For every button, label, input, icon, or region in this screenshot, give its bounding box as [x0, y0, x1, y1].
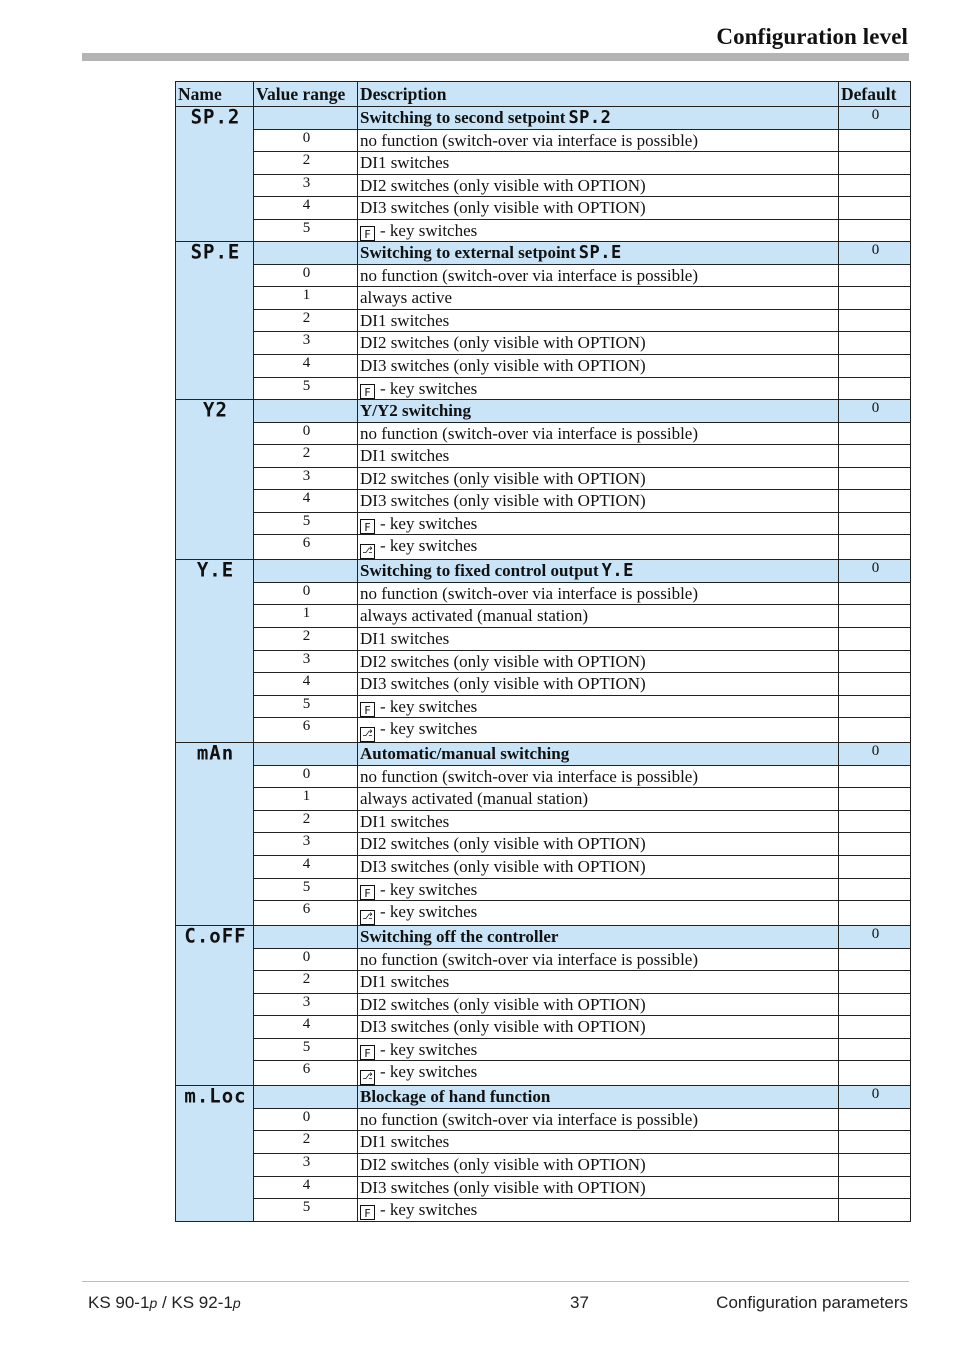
option-value: 0	[254, 1108, 358, 1131]
function-key-icon: F	[360, 885, 375, 900]
option-value: 5	[254, 512, 358, 535]
option-value: 4	[254, 1176, 358, 1199]
table-row	[176, 695, 911, 718]
table-row	[176, 855, 911, 878]
option-description: DI2 switches (only visible with OPTION)	[360, 651, 646, 671]
table-header-row	[176, 82, 911, 107]
option-value: 0	[254, 582, 358, 605]
default-empty-cell	[839, 878, 911, 901]
table-row	[176, 219, 911, 242]
option-description: no function (switch-over via interface is possible)	[360, 265, 699, 285]
option-value: 3	[254, 993, 358, 1016]
table-row	[176, 355, 911, 378]
option-description: DI2 switches (only visible with OPTION)	[360, 1154, 646, 1174]
option-value: 4	[254, 1016, 358, 1039]
option-description-cell	[358, 512, 839, 535]
function-key-icon: F	[360, 519, 375, 534]
function-key-icon: F	[360, 1045, 375, 1060]
function-key-icon: F	[360, 384, 375, 399]
option-value: 4	[254, 855, 358, 878]
option-description-cell	[358, 765, 839, 788]
option-description-cell	[358, 582, 839, 605]
option-value: 6	[254, 718, 358, 743]
option-description-cell	[358, 901, 839, 926]
parameter-title-cell	[358, 743, 839, 766]
table-row	[176, 650, 911, 673]
column-header-name: Name	[176, 82, 254, 107]
option-value: 0	[254, 422, 358, 445]
default-empty-cell	[839, 971, 911, 994]
option-description: DI3 switches (only visible with OPTION)	[360, 1017, 646, 1037]
default-empty-cell	[839, 422, 911, 445]
manual-key-icon: ⎇	[360, 544, 375, 559]
option-description-cell	[358, 695, 839, 718]
default-value-cell: 0	[839, 107, 911, 130]
option-description: always active	[360, 288, 453, 308]
value-range-cell	[254, 107, 358, 130]
parameter-title-cell	[358, 1086, 839, 1109]
parameter-code: SP.E	[190, 241, 241, 264]
default-empty-cell	[839, 1131, 911, 1154]
option-description: - key switches	[380, 1062, 478, 1082]
parameter-name-cell	[176, 926, 254, 1086]
option-description-cell	[358, 1153, 839, 1176]
option-description: - key switches	[380, 1200, 478, 1220]
default-empty-cell	[839, 1108, 911, 1131]
default-empty-cell	[839, 197, 911, 220]
parameter-name-cell	[176, 743, 254, 926]
table-row	[176, 1176, 911, 1199]
option-value: 1	[254, 287, 358, 310]
table-row	[176, 926, 911, 949]
parameter-title: Y/Y2 switching	[360, 401, 471, 421]
option-value: 3	[254, 1153, 358, 1176]
default-empty-cell	[839, 1038, 911, 1061]
header-divider	[82, 53, 909, 61]
default-value-cell: 0	[839, 743, 911, 766]
default-value-cell: 0	[839, 560, 911, 583]
table-row	[176, 993, 911, 1016]
default-empty-cell	[839, 948, 911, 971]
option-value: 5	[254, 695, 358, 718]
parameter-name-cell	[176, 560, 254, 743]
option-value: 6	[254, 1061, 358, 1086]
option-description-cell	[358, 1038, 839, 1061]
table-row	[176, 422, 911, 445]
parameter-name-cell	[176, 400, 254, 560]
option-description: - key switches	[380, 1039, 478, 1059]
option-value: 0	[254, 264, 358, 287]
option-value: 5	[254, 1038, 358, 1061]
default-empty-cell	[839, 535, 911, 560]
table-row	[176, 628, 911, 651]
table-row	[176, 377, 911, 400]
table-row	[176, 1016, 911, 1039]
option-value: 5	[254, 219, 358, 242]
default-empty-cell	[839, 788, 911, 811]
table-row	[176, 605, 911, 628]
table-row	[176, 287, 911, 310]
option-description-cell	[358, 287, 839, 310]
page-number: 37	[570, 1293, 589, 1312]
table-row	[176, 1086, 911, 1109]
parameter-title: Switching off the controller	[360, 927, 559, 947]
table-row	[176, 833, 911, 856]
default-empty-cell	[839, 855, 911, 878]
default-empty-cell	[839, 605, 911, 628]
default-empty-cell	[839, 129, 911, 152]
table-row	[176, 445, 911, 468]
option-description-cell	[358, 264, 839, 287]
table-row	[176, 467, 911, 490]
parameter-name-cell	[176, 242, 254, 400]
footer-model	[88, 1293, 241, 1313]
default-empty-cell	[839, 695, 911, 718]
option-value: 4	[254, 197, 358, 220]
option-description: DI3 switches (only visible with OPTION)	[360, 1177, 646, 1197]
manual-key-icon: ⎇	[360, 910, 375, 925]
configuration-table	[175, 81, 911, 1222]
function-key-icon: F	[360, 702, 375, 717]
table-row	[176, 788, 911, 811]
option-description-cell	[358, 650, 839, 673]
option-description-cell	[358, 605, 839, 628]
option-description-cell	[358, 788, 839, 811]
table-row	[176, 1199, 911, 1222]
option-description-cell	[358, 833, 839, 856]
table-row	[176, 152, 911, 175]
option-description: DI3 switches (only visible with OPTION)	[360, 674, 646, 694]
parameter-name-cell	[176, 1086, 254, 1221]
option-description-cell	[358, 174, 839, 197]
option-value: 4	[254, 355, 358, 378]
option-description: - key switches	[380, 902, 478, 922]
default-empty-cell	[839, 174, 911, 197]
option-description: DI2 switches (only visible with OPTION)	[360, 994, 646, 1014]
table-row	[176, 1038, 911, 1061]
option-description: always activated (manual station)	[360, 606, 588, 626]
option-value: 4	[254, 673, 358, 696]
option-value: 0	[254, 948, 358, 971]
option-description-cell	[358, 718, 839, 743]
option-description: - key switches	[380, 220, 478, 240]
option-description-cell	[358, 1016, 839, 1039]
option-value: 3	[254, 332, 358, 355]
table-row	[176, 765, 911, 788]
option-value: 6	[254, 901, 358, 926]
option-value: 3	[254, 467, 358, 490]
table-row	[176, 582, 911, 605]
option-description-cell	[358, 971, 839, 994]
option-description: - key switches	[380, 536, 478, 556]
parameter-title: Switching to external setpoint	[360, 243, 576, 263]
table-row	[176, 901, 911, 926]
option-description: DI2 switches (only visible with OPTION)	[360, 468, 646, 488]
footer-model-a: KS 90-1	[88, 1293, 150, 1312]
option-description: DI2 switches (only visible with OPTION)	[360, 175, 646, 195]
value-range-cell	[254, 560, 358, 583]
table-row	[176, 1131, 911, 1154]
option-description: no function (switch-over via interface is possible)	[360, 583, 699, 603]
option-value: 1	[254, 788, 358, 811]
function-key-icon: F	[360, 226, 375, 241]
default-empty-cell	[839, 1199, 911, 1222]
option-description: DI1 switches	[360, 153, 450, 173]
option-description-cell	[358, 355, 839, 378]
table-row	[176, 878, 911, 901]
option-value: 6	[254, 535, 358, 560]
table-row	[176, 512, 911, 535]
table-row	[176, 1153, 911, 1176]
default-empty-cell	[839, 993, 911, 1016]
table-body	[176, 107, 911, 1222]
option-description: no function (switch-over via interface is possible)	[360, 130, 699, 150]
default-empty-cell	[839, 219, 911, 242]
option-description-cell	[358, 309, 839, 332]
parameter-code: C.oFF	[184, 925, 247, 948]
default-empty-cell	[839, 810, 911, 833]
option-description: no function (switch-over via interface is possible)	[360, 949, 699, 969]
footer-divider	[82, 1281, 909, 1282]
default-value-cell: 0	[839, 400, 911, 423]
default-empty-cell	[839, 1153, 911, 1176]
parameter-code: Y.E	[196, 559, 235, 582]
default-empty-cell	[839, 1061, 911, 1086]
option-description-cell	[358, 810, 839, 833]
table-row	[176, 174, 911, 197]
table-row	[176, 332, 911, 355]
option-value: 3	[254, 174, 358, 197]
footer-section: Configuration parameters	[716, 1293, 908, 1312]
option-description: no function (switch-over via interface is possible)	[360, 1109, 699, 1129]
default-empty-cell	[839, 718, 911, 743]
option-description: DI3 switches (only visible with OPTION)	[360, 356, 646, 376]
parameter-title-code: SP.E	[578, 242, 622, 264]
parameter-title-cell	[358, 400, 839, 423]
option-description: DI1 switches	[360, 811, 450, 831]
parameter-title-code: Y.E	[601, 560, 634, 582]
option-value: 3	[254, 650, 358, 673]
option-description-cell	[358, 422, 839, 445]
table-row	[176, 490, 911, 513]
option-description-cell	[358, 1131, 839, 1154]
option-description-cell	[358, 535, 839, 560]
option-description-cell	[358, 445, 839, 468]
option-description: always activated (manual station)	[360, 789, 588, 809]
option-description-cell	[358, 1199, 839, 1222]
page-title: Configuration level	[716, 24, 908, 49]
default-value-cell: 0	[839, 926, 911, 949]
table-row	[176, 971, 911, 994]
table-row	[176, 107, 911, 130]
parameter-title-cell	[358, 242, 839, 265]
table-row	[176, 129, 911, 152]
table-row	[176, 743, 911, 766]
manual-key-icon: ⎇	[360, 1070, 375, 1085]
option-description: DI1 switches	[360, 972, 450, 992]
column-header-value-range: Value range	[254, 82, 358, 107]
option-description-cell	[358, 1108, 839, 1131]
table-row	[176, 810, 911, 833]
option-description-cell	[358, 948, 839, 971]
default-empty-cell	[839, 650, 911, 673]
parameter-title-code: SP.2	[568, 107, 612, 129]
default-empty-cell	[839, 377, 911, 400]
option-description: no function (switch-over via interface is possible)	[360, 766, 699, 786]
option-description: DI1 switches	[360, 310, 450, 330]
option-description: no function (switch-over via interface is possible)	[360, 423, 699, 443]
option-description: DI2 switches (only visible with OPTION)	[360, 834, 646, 854]
default-empty-cell	[839, 582, 911, 605]
option-description-cell	[358, 219, 839, 242]
option-value: 5	[254, 1199, 358, 1222]
table-row	[176, 718, 911, 743]
value-range-cell	[254, 400, 358, 423]
option-description-cell	[358, 855, 839, 878]
table-row	[176, 242, 911, 265]
option-description: - key switches	[380, 378, 478, 398]
parameter-name-cell	[176, 107, 254, 242]
option-description-cell	[358, 878, 839, 901]
option-description: DI1 switches	[360, 446, 450, 466]
option-description: - key switches	[380, 719, 478, 739]
option-description-cell	[358, 993, 839, 1016]
option-description: DI3 switches (only visible with OPTION)	[360, 198, 646, 218]
option-value: 2	[254, 445, 358, 468]
option-description-cell	[358, 490, 839, 513]
table-row	[176, 948, 911, 971]
table-row	[176, 1108, 911, 1131]
option-value: 2	[254, 971, 358, 994]
option-description: - key switches	[380, 696, 478, 716]
footer-model-b-suffix: p	[232, 1295, 241, 1311]
option-description: - key switches	[380, 879, 478, 899]
table-row	[176, 560, 911, 583]
default-empty-cell	[839, 512, 911, 535]
option-value: 2	[254, 628, 358, 651]
option-description-cell	[358, 1176, 839, 1199]
table-row	[176, 197, 911, 220]
default-value-cell: 0	[839, 242, 911, 265]
parameter-code: m.Loc	[184, 1085, 247, 1108]
option-value: 5	[254, 878, 358, 901]
table-row	[176, 309, 911, 332]
parameter-code: Y2	[203, 399, 228, 422]
default-empty-cell	[839, 490, 911, 513]
footer-model-b: KS 92-1	[171, 1293, 233, 1312]
option-value: 0	[254, 129, 358, 152]
parameter-title: Blockage of hand function	[360, 1087, 551, 1107]
parameter-title: Switching to second setpoint	[360, 108, 566, 127]
default-empty-cell	[839, 901, 911, 926]
option-description-cell	[358, 673, 839, 696]
default-empty-cell	[839, 332, 911, 355]
default-empty-cell	[839, 287, 911, 310]
default-empty-cell	[839, 264, 911, 287]
default-empty-cell	[839, 1176, 911, 1199]
option-description-cell	[358, 628, 839, 651]
default-empty-cell	[839, 152, 911, 175]
default-empty-cell	[839, 1016, 911, 1039]
table-row	[176, 673, 911, 696]
option-description-cell	[358, 197, 839, 220]
table-row	[176, 1061, 911, 1086]
value-range-cell	[254, 743, 358, 766]
table-row	[176, 264, 911, 287]
footer-separator: /	[157, 1293, 172, 1312]
option-value: 2	[254, 810, 358, 833]
parameter-title-cell	[358, 107, 839, 130]
option-description: DI1 switches	[360, 629, 450, 649]
column-header-default: Default	[839, 82, 911, 107]
column-header-description: Description	[358, 82, 839, 107]
parameter-title-cell	[358, 560, 839, 583]
option-value: 5	[254, 377, 358, 400]
option-description-cell	[358, 129, 839, 152]
option-description-cell	[358, 332, 839, 355]
default-value-cell: 0	[839, 1086, 911, 1109]
footer-model-a-suffix: p	[149, 1295, 158, 1311]
option-description-cell	[358, 467, 839, 490]
option-description: DI1 switches	[360, 1132, 450, 1152]
option-description: - key switches	[380, 513, 478, 533]
parameter-code: SP.2	[190, 106, 241, 129]
parameter-title: Switching to fixed control output	[360, 561, 599, 581]
option-description: DI3 switches (only visible with OPTION)	[360, 856, 646, 876]
default-empty-cell	[839, 445, 911, 468]
value-range-cell	[254, 242, 358, 265]
default-empty-cell	[839, 833, 911, 856]
default-empty-cell	[839, 673, 911, 696]
option-value: 2	[254, 309, 358, 332]
parameter-code: mAn	[196, 742, 235, 765]
value-range-cell	[254, 1086, 358, 1109]
option-description: DI3 switches (only visible with OPTION)	[360, 491, 646, 511]
default-empty-cell	[839, 765, 911, 788]
manual-key-icon: ⎇	[360, 727, 375, 742]
option-value: 2	[254, 1131, 358, 1154]
option-description: DI2 switches (only visible with OPTION)	[360, 333, 646, 353]
value-range-cell	[254, 926, 358, 949]
option-value: 1	[254, 605, 358, 628]
default-empty-cell	[839, 355, 911, 378]
default-empty-cell	[839, 467, 911, 490]
table-row	[176, 535, 911, 560]
option-value: 3	[254, 833, 358, 856]
option-description-cell	[358, 1061, 839, 1086]
table-row	[176, 400, 911, 423]
default-empty-cell	[839, 309, 911, 332]
parameter-title-cell	[358, 926, 839, 949]
option-value: 2	[254, 152, 358, 175]
option-description-cell	[358, 152, 839, 175]
option-value: 4	[254, 490, 358, 513]
default-empty-cell	[839, 628, 911, 651]
parameter-title: Automatic/manual switching	[360, 744, 570, 764]
option-value: 0	[254, 765, 358, 788]
function-key-icon: F	[360, 1205, 375, 1220]
option-description-cell	[358, 377, 839, 400]
